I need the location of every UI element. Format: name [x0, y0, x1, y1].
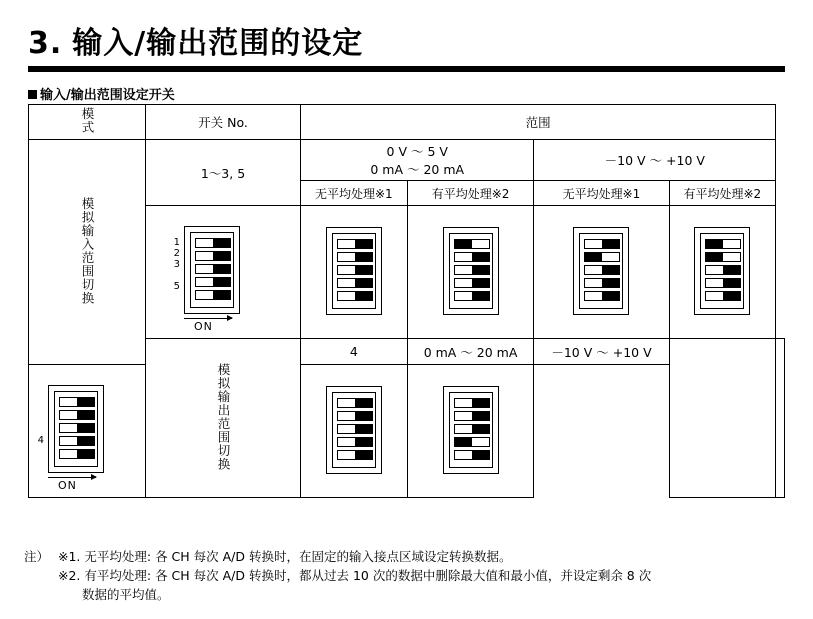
dip-setting-0to5v-no-average: [301, 206, 408, 339]
footnotes: [24, 548, 804, 604]
footnote-marker-1: ※1.: [58, 549, 81, 564]
sub-head-4: 有平均处理※2: [669, 181, 776, 206]
bullet-square-icon: [28, 90, 37, 99]
dip-switch-reference-output: [48, 385, 104, 473]
group1-line2: 0 mA ～ 20 mA: [370, 162, 465, 177]
analog-input-reference-switch: [146, 206, 301, 339]
sub-head-3: 无平均处理※1: [534, 181, 669, 206]
mode-analog-output-label: 模拟输出范围切换: [216, 362, 231, 471]
group2-line1: －10 V ～ +10 V: [604, 153, 705, 168]
switch-label-1: 1: [173, 237, 180, 248]
on-direction-arrow-output: [48, 477, 96, 478]
dip-switch-reference: [184, 226, 240, 314]
footnote-item-2-cont: 数据的平均值。: [82, 586, 170, 602]
analog-input-switch-no: 1～3, 5: [146, 140, 301, 206]
table-row: [29, 140, 785, 181]
mode-analog-input: [29, 140, 146, 365]
section-subtitle: [28, 84, 175, 103]
footnote-marker-2: ※2.: [58, 567, 81, 583]
footnote-item-2: [58, 567, 804, 586]
analog-input-group1-head: [301, 140, 534, 181]
analog-output-blank-2: [776, 339, 785, 498]
page-title-text: 输入/输出范围的设定: [72, 26, 364, 61]
dip-setting-0to5v-with-average: [407, 206, 534, 339]
on-direction-arrow: [184, 318, 232, 319]
header-mode: [29, 105, 146, 140]
footnote-text-1: 无平均处理: 各 CH 每次 A/D 转换时，在固定的输入接点区域设定转换数据。: [84, 549, 512, 564]
analog-input-group2-head: [534, 140, 776, 181]
sub-head-2: 有平均处理※2: [407, 181, 534, 206]
group1-line1: 0 V ～ 5 V: [386, 144, 448, 159]
dip-setting-output-0to20ma: [301, 365, 408, 498]
header-range: 范围: [301, 105, 776, 140]
footnote-text-2: 有平均处理: 各 CH 每次 A/D 转换时，都从过去 10 次的数据中删除最大值和最小值，并设定剩余 8 次: [84, 567, 652, 583]
dip-setting-pm10v-no-average: [534, 206, 669, 339]
switch-label-5: 5: [173, 281, 180, 292]
mode-analog-output: [146, 339, 301, 498]
switch-label-4: 4: [37, 435, 44, 446]
page-title: [28, 18, 363, 62]
on-label-output: ON: [58, 479, 77, 492]
on-label-input: ON: [194, 320, 213, 333]
page-title-number: 3.: [28, 26, 63, 61]
footnotes-lead: 注）: [24, 549, 50, 564]
header-mode-label: 模式: [80, 107, 95, 134]
section-subtitle-text: 输入/输出范围设定开关: [40, 88, 175, 103]
title-rule: [28, 66, 785, 72]
dip-setting-output-pm10v: [407, 365, 534, 498]
settings-table: [28, 104, 785, 498]
sub-head-1: 无平均处理※1: [301, 181, 408, 206]
analog-output-col2-head: －10 V ～ +10 V: [534, 339, 669, 365]
switch-label-3: 3: [173, 259, 180, 270]
switch-label-2: 2: [173, 248, 180, 259]
dip-setting-pm10v-with-average: [669, 206, 776, 339]
header-switch-no: 开关 No.: [146, 105, 301, 140]
footnote-item-1: [58, 548, 804, 567]
table-row: [29, 105, 785, 140]
analog-output-reference-switch: [29, 365, 146, 498]
analog-output-col1-head: 0 mA ～ 20 mA: [407, 339, 534, 365]
analog-output-blank-1: [669, 339, 776, 498]
analog-output-switch-no: 4: [301, 339, 408, 365]
mode-analog-input-label: 模拟输入范围切换: [80, 196, 95, 305]
